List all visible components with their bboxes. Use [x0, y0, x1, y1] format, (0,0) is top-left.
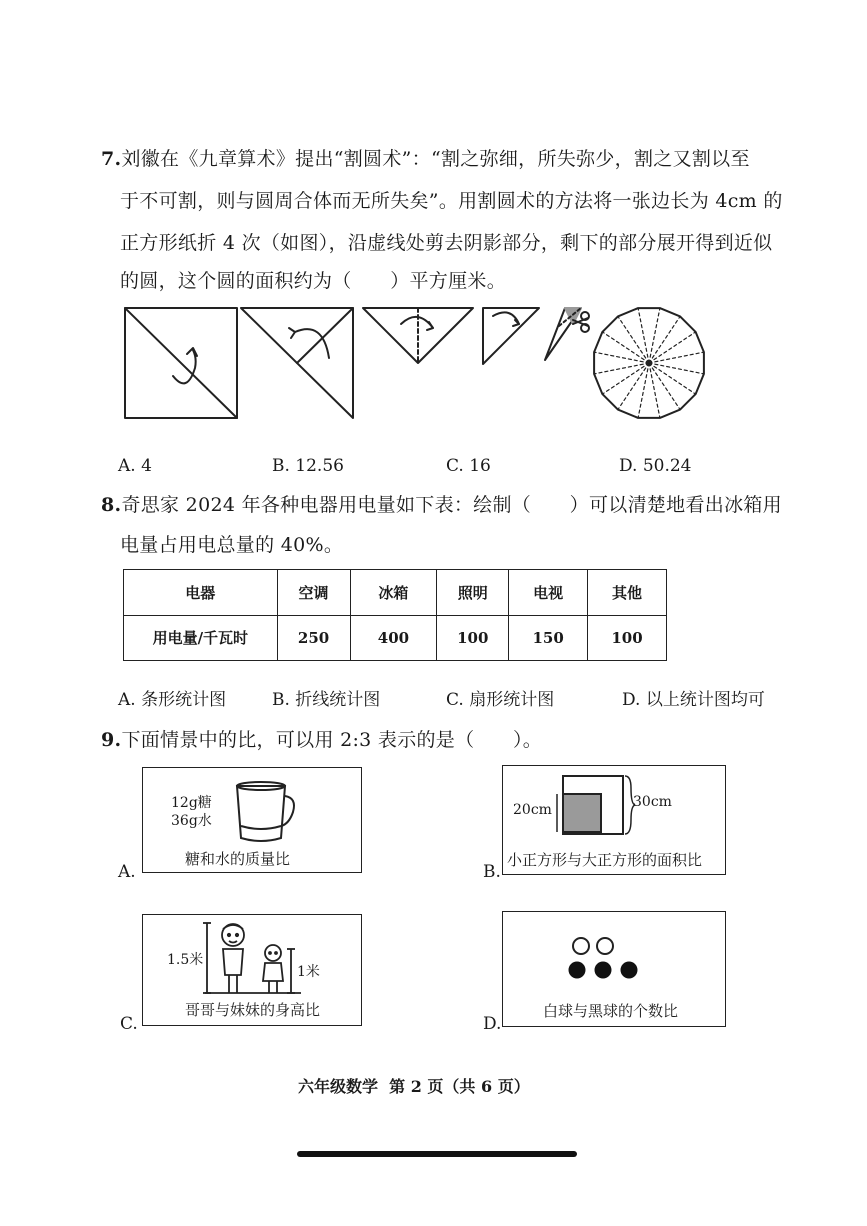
- approx-circle: [594, 308, 704, 418]
- q7-folding-figure: [115, 298, 715, 428]
- q8-line-1: [101, 494, 782, 516]
- sister-height-label: 1米: [297, 964, 320, 980]
- fold-step-3: [363, 308, 473, 363]
- bottom-handle-bar: [297, 1151, 577, 1157]
- q7-text-1: 刘徽在《九章算术》提出“割圆术”：“割之弥细，所失弥少，割之又割以至: [121, 148, 750, 170]
- fold-step-1: [125, 308, 237, 418]
- q9-option-b-letter[interactable]: B.: [483, 862, 501, 882]
- q7-option-d[interactable]: D. 50.24: [619, 456, 692, 476]
- q9-option-b-card[interactable]: [502, 765, 726, 875]
- table-header-cell: 电器: [124, 570, 278, 616]
- q9-option-a-caption: 糖和水的质量比: [185, 850, 291, 868]
- black-ball: [621, 962, 638, 979]
- q8-option-c[interactable]: C. 扇形统计图: [446, 690, 555, 710]
- table-cell: 150: [509, 615, 588, 661]
- mug-icon: [231, 780, 299, 844]
- fold-step-4: [483, 308, 539, 364]
- white-ball: [573, 938, 589, 954]
- q7-option-b[interactable]: B. 12.56: [272, 456, 344, 476]
- children-figure: [203, 919, 303, 995]
- q7-line-2: 于不可割，则与圆周合体而无所失矣”。用割圆术的方法将一张边长为 4cm 的: [120, 190, 783, 212]
- q9-option-d-letter[interactable]: D.: [483, 1014, 502, 1034]
- q7-option-a[interactable]: A. 4: [118, 456, 152, 476]
- electricity-usage-table: [123, 569, 667, 661]
- table-header-cell: 照明: [437, 570, 509, 616]
- q9-option-b-caption: 小正方形与大正方形的面积比: [507, 851, 703, 869]
- balls-figure: [567, 936, 643, 980]
- page-footer: 六年级数学 第 2 页（共 6 页）: [298, 1077, 530, 1096]
- table-cell: 100: [437, 615, 509, 661]
- table-header-cell: 电视: [509, 570, 588, 616]
- q8-option-a[interactable]: A. 条形统计图: [118, 690, 227, 710]
- q9-option-d-card[interactable]: [502, 911, 726, 1027]
- sister-icon: [263, 945, 283, 993]
- black-ball: [569, 962, 586, 979]
- black-ball: [595, 962, 612, 979]
- brother-height-label: 1.5米: [167, 952, 204, 968]
- table-cell: 用电量/千瓦时: [124, 615, 278, 661]
- table-cell: 100: [588, 615, 667, 661]
- squares-figure: [555, 774, 635, 836]
- q7-line-1: [101, 148, 750, 170]
- q9-option-c-card[interactable]: [142, 914, 362, 1026]
- q9-option-d-caption: 白球与黑球的个数比: [543, 1002, 679, 1020]
- q9-option-c-letter[interactable]: C.: [120, 1014, 138, 1034]
- q7-line-3: 正方形纸折 4 次（如图），沿虚线处剪去阴影部分，剩下的部分展开得到近似: [120, 232, 773, 254]
- table-cell: 250: [277, 615, 350, 661]
- table-header-cell: 冰箱: [350, 570, 437, 616]
- q7-option-c[interactable]: C. 16: [446, 456, 491, 476]
- table-header-cell: 空调: [277, 570, 350, 616]
- white-ball: [597, 938, 613, 954]
- water-label: 36g水: [171, 813, 212, 829]
- q9-line: [101, 729, 542, 751]
- q8-option-d[interactable]: D. 以上统计图均可: [622, 690, 765, 710]
- big-square-side-label: 30cm: [633, 794, 672, 810]
- q8-line-2: 电量占用电总量的 40%。: [120, 534, 344, 556]
- fold-step-2: [241, 308, 353, 418]
- brother-icon: [222, 924, 244, 993]
- q8-number: 8.: [101, 494, 122, 516]
- sugar-label: 12g糖: [171, 795, 212, 811]
- q7-line-4: 的圆，这个圆的面积约为（ ）平方厘米。: [120, 270, 507, 292]
- table-row: [124, 615, 667, 661]
- table-header-cell: 其他: [588, 570, 667, 616]
- q9-text: 下面情景中的比，可以用 2:3 表示的是（ ）。: [121, 729, 543, 751]
- fold-step-5: [545, 308, 589, 360]
- table-cell: 400: [350, 615, 437, 661]
- small-square-side-label: 20cm: [513, 802, 552, 818]
- q9-option-a-letter[interactable]: A.: [118, 862, 136, 882]
- q8-option-b[interactable]: B. 折线统计图: [272, 690, 381, 710]
- q8-text-1: 奇思家 2024 年各种电器用电量如下表：绘制（ ）可以清楚地看出冰箱用: [121, 494, 782, 516]
- q9-option-c-caption: 哥哥与妹妹的身高比: [185, 1001, 321, 1019]
- q9-number: 9.: [101, 729, 122, 751]
- table-header-row: [124, 570, 667, 616]
- q9-option-a-card[interactable]: [142, 767, 362, 873]
- q7-number: 7.: [101, 148, 122, 170]
